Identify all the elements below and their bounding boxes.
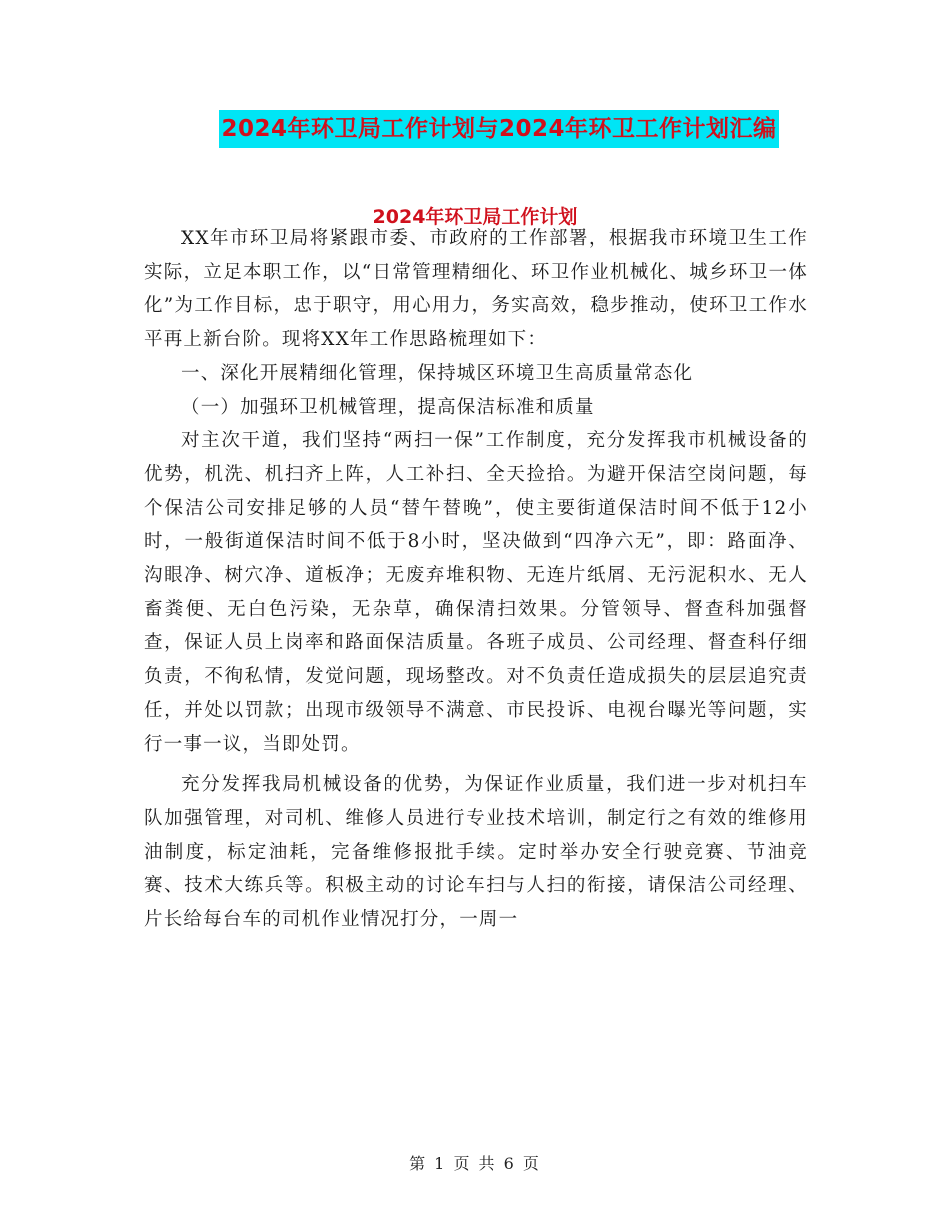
heading-level-1: 一、深化开展精细化管理，保持城区环境卫生高质量常态化 <box>181 362 694 384</box>
page-footer: 第 1 页 共 6 页 <box>409 1154 541 1173</box>
paragraph-street-cleaning: 对主次干道，我们坚持“两扫一保”工作制度，充分发挥我市机械设备的优势，机洗、机扫齐上阵，人工补扫、全天捡拾。为避开保洁空岗问题，每个保洁公司安排足够的人员“替午替晚”，使主要街道保洁时间不低于12小时，一般街道保洁时间不低于8小时，坚决做到“四净六无”，即：路面净、沟眼净、树穴净、道板净；无废弃堆积物、无连片纸屑、无污泥积水、无人畜粪便、无白色污染，无杂草，确保清扫效果。分管领导、督查科加强督查，保证人员上岗率和路面保洁质量。各班子成员、公司经理、督查科仔细负责，不徇私情，发觉问题，现场整改。对不负责任造成损失的层层追究责任，并处以罚款；出现市级领导不满意、市民投诉、电视台曝光等问题，实行一事一议，当即处罚。 <box>144 430 808 755</box>
main-title: 2024年环卫局工作计划与2024年环卫工作计划汇编 <box>219 110 778 148</box>
paragraph-machinery: 充分发挥我局机械设备的优势，为保证作业质量，我们进一步对机扫车队加强管理，对司机、维修人员进行专业技术培训，制定行之有效的维修用油制度，标定油耗，完备维修报批手续。定时举办安全行驶竞赛、节油竞赛、技术大练兵等。积极主动的讨论车扫与人扫的衔接，请保洁公司经理、片长给每台车的司机作业情况打分，一周一 <box>144 774 808 931</box>
main-title-container <box>0 110 950 148</box>
paragraph-intro: XX年市环卫局将紧跟市委、市政府的工作部署，根据我市环境卫生工作实际，立足本职工作，以“日常管理精细化、环卫作业机械化、城乡环卫一体化”为工作目标，忠于职守，用心用力，务实高效，稳步推动，使环卫工作水平再上新台阶。现将XX年工作思路梳理如下： <box>144 228 808 351</box>
section-title: 2024年环卫局工作计划 <box>372 206 578 228</box>
heading-level-2: （一）加强环卫机械管理，提高保洁标准和质量 <box>181 396 595 418</box>
document-body <box>144 222 808 937</box>
